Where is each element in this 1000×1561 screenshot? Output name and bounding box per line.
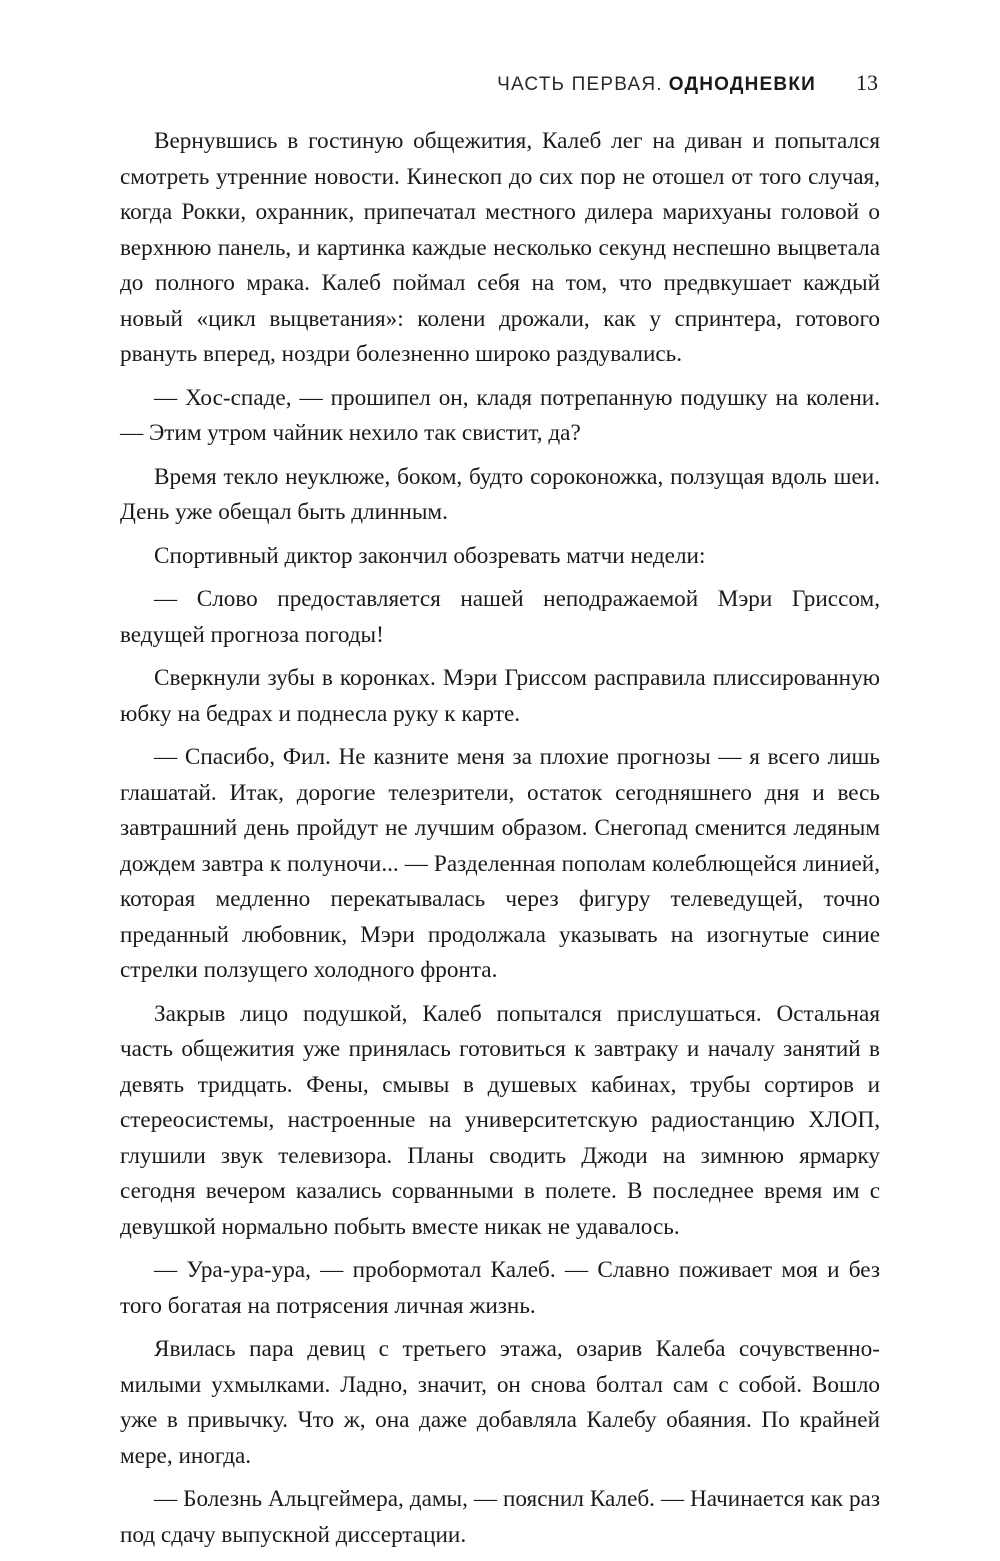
paragraph: Спортивный диктор закончил обозревать матчи недели:: [154, 542, 706, 569]
text-body: [120, 124, 880, 1561]
paragraph: Сверкнули зубы в коронках. Мэри Гриссом расправила плиссированную юбку на бедрах и поднесла руку к карте.: [120, 665, 880, 727]
paragraph: — Слово предоставляется нашей неподражаемой Мэри Гриссом, ведущей прогноза погоды!: [120, 586, 880, 648]
paragraph: Закрыв лицо подушкой, Калеб попытался прислушаться. Остальная часть общежития уже принялась готовиться к завтраку и началу занятий в девять тридцать. Фены, смывы в душевых кабинах, трубы сортиров и стереосистемы, настроенные на университетскую радиостанцию ХЛОП, глушили звук телевизора. Планы сводить Джоди на зимнюю ярмарку сегодня вечером казались сорванными в полете. В последнее время им с девушкой нормально побыть вместе никак не удавалось.: [120, 1000, 880, 1240]
paragraph: — Хос-спаде, — прошипел он, кладя потрепанную подушку на колени. — Этим утром чайник нехило так свистит, да?: [120, 384, 880, 446]
header-chapter-title: ОДНОДНЕВКИ: [668, 74, 816, 95]
paragraph: — Болезнь Альцгеймера, дамы, — пояснил Калеб. — Начинается как раз под сдачу выпускной диссертации.: [120, 1486, 880, 1548]
page-number: 13: [856, 70, 878, 95]
header-part-label: ЧАСТЬ ПЕРВАЯ.: [497, 74, 663, 95]
paragraph: Явилась пара девиц с третьего этажа, озарив Калеба сочувственно-милыми ухмылками. Ладно, значит, он снова болтал сам с собой. Вошло уже в привычку. Что ж, она даже добавляла Калебу обаяния. По крайней мере, иногда.: [120, 1336, 880, 1469]
paragraph: Время текло неуклюже, боком, будто сороконожка, ползущая вдоль шеи. День уже обещал быть длинным.: [120, 463, 880, 525]
paragraph: Вернувшись в гостиную общежития, Калеб лег на диван и попытался смотреть утренние новости. Кинескоп до сих пор не отошел от того случая, когда Рокки, охранник, припечатал местного дилера марихуаны головой о верхнюю панель, и картинка каждые несколько секунд неспешно выцветала до полного мрака. Калеб поймал себя на том, что предвкушает каждый новый «цикл выцветания»: колени дрожали, как у спринтера, готового рвануть вперед, ноздри болезненно широко раздувались.: [120, 128, 880, 367]
paragraph: — Спасибо, Фил. Не казните меня за плохие прогнозы — я всего лишь глашатай. Итак, дорогие телезрители, остаток сегодняшнего дня и весь завтрашний день пройдут не лучшим образом. Снегопад сменится ледяным дождем завтра к полуночи... — Разделенная пополам колеблющейся линией, которая медленно перекатывалась через фигуру телеведущей, точно преданный любовник, Мэри продолжала указывать на изогнутые синие стрелки ползущего холодного фронта.: [120, 744, 880, 983]
paragraph: — Ура-ура-ура, — пробормотал Калеб. — Славно поживает моя и без того богатая на потрясения личная жизнь.: [120, 1257, 880, 1319]
running-header: [497, 70, 878, 100]
